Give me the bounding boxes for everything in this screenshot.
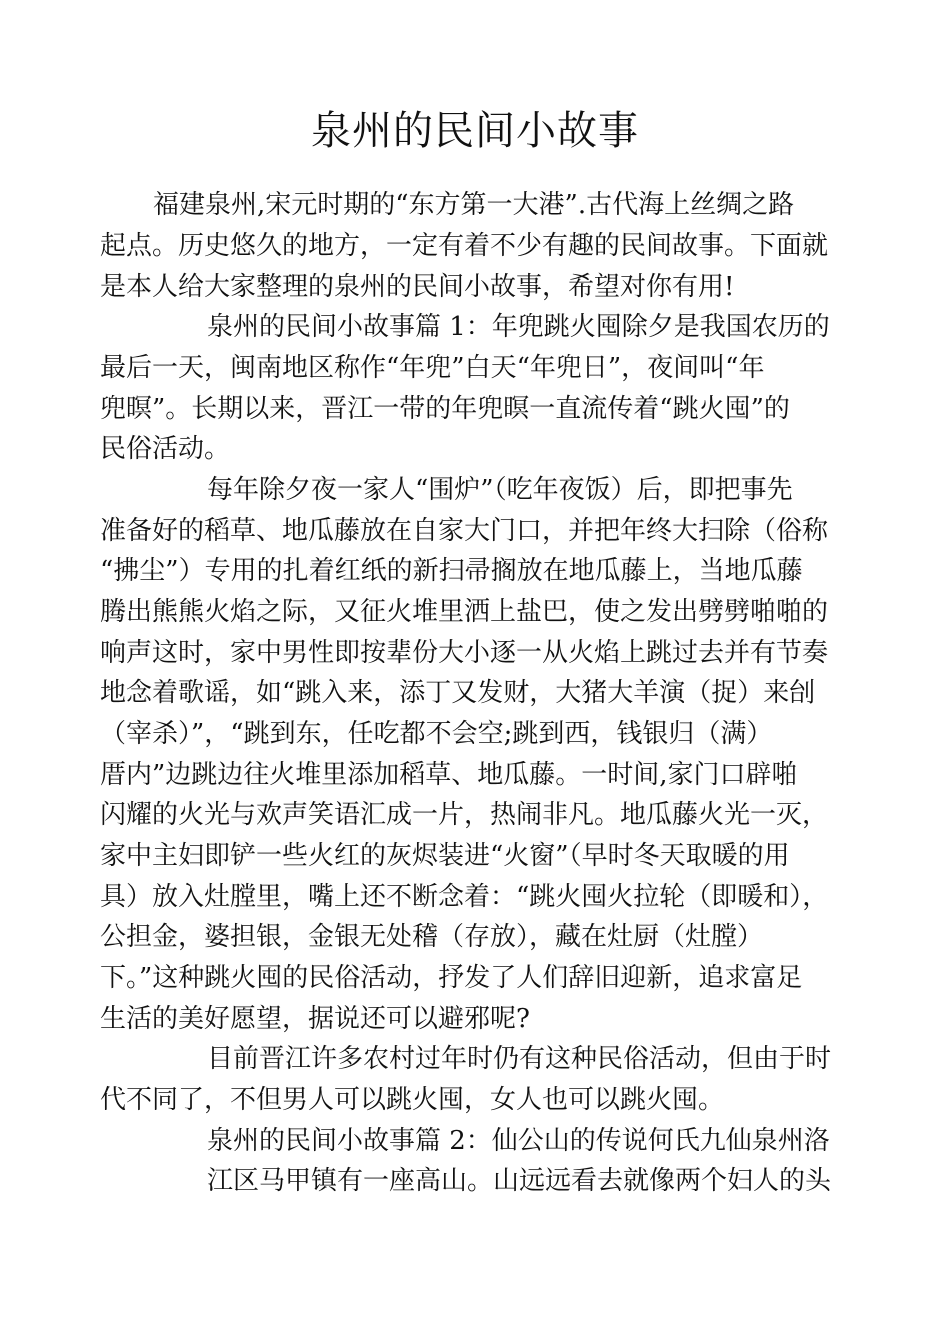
paragraph-line: 家中主妇即铲一些火红的灰烬装进“火窗”（早时冬天取暖的用 bbox=[100, 841, 790, 871]
paragraph-line: 福建泉州,宋元时期的“东方第一大港”.古代海上丝绸之路 bbox=[153, 190, 795, 220]
paragraph-line: 最后一天，闽南地区称作“年兜”白天“年兜日”，夜间叫“年 bbox=[100, 353, 765, 383]
paragraph-line: 每年除夕夜一家人“围炉”（吃年夜饭）后，即把事先 bbox=[207, 475, 793, 505]
paragraph-line: 生活的美好愿望，据说还可以避邪呢? bbox=[100, 1004, 530, 1034]
paragraph-line: 准备好的稻草、地瓜藤放在自家大门口，并把年终大扫除（俗称 bbox=[100, 516, 829, 546]
paragraph-line: 代不同了，不但男人可以跳火囤，女人也可以跳火囤。 bbox=[100, 1085, 725, 1115]
paragraph-line: 泉州的民间小故事篇 2：仙公山的传说何氏九仙泉州洛 bbox=[207, 1126, 830, 1156]
paragraph-line: （宰杀）”，“跳到东，任吃都不会空;跳到西，钱银归（满） bbox=[100, 719, 773, 749]
paragraph-line: 起点。历史悠久的地方，一定有着不少有趣的民间故事。下面就 bbox=[100, 231, 829, 261]
paragraph-line: 具）放入灶膛里，嘴上还不断念着：“跳火囤火拉轮（即暖和）， bbox=[100, 882, 829, 912]
document-title: 泉州的民间小故事 bbox=[311, 108, 639, 154]
paragraph-line: 江区马甲镇有一座高山。山远远看去就像两个妇人的头 bbox=[207, 1166, 832, 1196]
paragraph-line: 民俗活动。 bbox=[100, 434, 231, 464]
paragraph-line: 下。”这种跳火囤的民俗活动，抒发了人们辞旧迎新，追求富足 bbox=[100, 963, 803, 993]
paragraph-line: 腾出熊熊火焰之际，又征火堆里洒上盐巴，使之发出劈劈啪啪的 bbox=[100, 597, 829, 627]
paragraph-line: 泉州的民间小故事篇 1：年兜跳火囤除夕是我国农历的 bbox=[207, 312, 830, 342]
paragraph-line: 目前晋江许多农村过年时仍有这种民俗活动，但由于时 bbox=[207, 1044, 832, 1074]
paragraph-line: 公担金，婆担银，金银无处稽（存放），藏在灶厨（灶膛） bbox=[100, 922, 764, 952]
paragraph-line: 响声这时，家中男性即按辈份大小逐一从火焰上跳过去并有节奏 bbox=[100, 638, 829, 668]
paragraph-line: “拂尘”）专用的扎着红纸的新扫帚搁放在地瓜藤上，当地瓜藤 bbox=[100, 556, 803, 586]
paragraph-line: 地念着歌谣，如“跳入来，添丁又发财，大猪大羊演（捉）来刣 bbox=[100, 678, 816, 708]
paragraph-line: 闪耀的火光与欢声笑语汇成一片，热闹非凡。地瓜藤火光一灭， bbox=[100, 800, 829, 830]
paragraph-line: 厝内”边跳边往火堆里添加稻草、地瓜藤。一时间,家门口辟啪 bbox=[100, 760, 798, 790]
paragraph-line: 是本人给大家整理的泉州的民间小故事，希望对你有用! bbox=[100, 272, 735, 302]
paragraph-line: 兜暝”。长期以来，晋江一带的年兜暝一直流传着“跳火囤”的 bbox=[100, 394, 790, 424]
